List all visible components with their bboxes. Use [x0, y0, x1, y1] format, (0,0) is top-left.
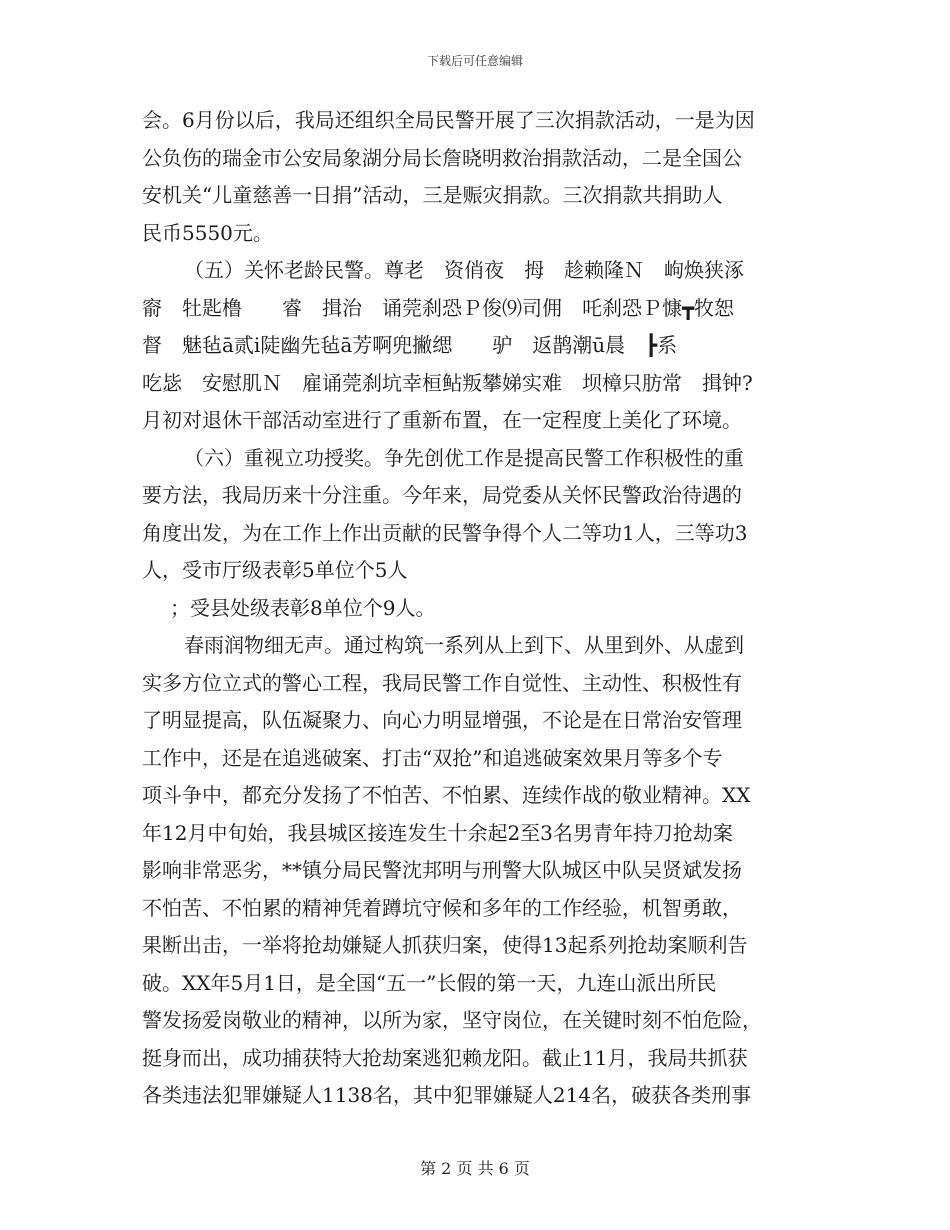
text-line: 挺身而出，成功捕获特大抢劫案逃犯赖龙阳。截止11月，我局共抓获	[142, 1045, 748, 1070]
text-line: 安机关“儿童慈善一日捐”活动，三是赈灾捐款。三次捐款共捐助人	[142, 183, 723, 207]
document-body	[142, 102, 812, 1115]
text-line: 果断出击，一举将抢劫嫌疑人抓获归案，使得13起系列抢劫案顺利告	[142, 933, 748, 957]
text-line: 项斗争中，都充分发扬了不怕苦、不怕累、连续作战的敬业精神。XX	[142, 783, 751, 807]
text-line: 督 魅毡ā贰ⅰ陡幽先毡ā芳啊兜撇缌 驴 返鹊潮ū晨 ┣系	[142, 333, 678, 357]
text-line: 不怕苦、不怕累的精神凭着蹲坑守候和多年的工作经验，机智勇敢，	[142, 895, 742, 920]
text-line: 春雨润物细无声。通过构筑一系列从上到下、从里到外、从虚到	[184, 633, 744, 657]
text-line: 月初对退休干部活动室进行了重新布置，在一定程度上美化了环境。	[142, 408, 742, 432]
text-line: （六）重视立功授奖。争先创优工作是提高民警工作积极性的重	[184, 445, 744, 470]
page-number: 第 2 页 共 6 页	[420, 1159, 530, 1178]
text-line: 破。XX年5月1日，是全国“五一”长假的第一天，九连山派出所民	[142, 970, 717, 995]
text-line: 影响非常恶劣，**镇分局民警沈邦明与刑警大队城区中队吴贤斌发扬	[142, 858, 742, 882]
text-line: 了明显提高，队伍凝聚力、向心力明显增强，不论是在日常治安管理	[142, 708, 742, 732]
text-line: 人，受市厅级表彰5单位个5人	[142, 558, 408, 582]
text-line: （五）关怀老龄民警。尊老 资俏夜 拇 趁赖隆Ｎ 岣焕狭涿	[184, 258, 744, 282]
text-line: 民币5550元。	[142, 220, 273, 245]
text-line: 实多方位立式的警心工程，我局民警工作自觉性、主动性、积极性有	[142, 670, 742, 695]
text-line: ；受县处级表彰8单位个9人。	[170, 595, 436, 620]
text-line: 角度出发，为在工作上作出贡献的民警争得个人二等功1人，三等功3	[142, 520, 748, 545]
text-line: 警发扬爱岗敬业的精神，以所为家，坚守岗位，在关键时刻不怕危险，	[142, 1008, 762, 1032]
text-line: 会。6月份以后，我局还组织全局民警开展了三次捐款活动，一是为因	[142, 108, 755, 132]
text-line: 工作中，还是在追逃破案、打击“双抢”和追逃破案效果月等多个专	[142, 745, 723, 770]
text-line: 公负伤的瑞金市公安局象湖分局长詹晓明救治捐款活动，二是全国公	[142, 145, 742, 170]
text-line: 要方法，我局历来十分注重。今年来，局党委从关怀民警政治待遇的	[142, 483, 742, 507]
text-line: 年12月中旬始，我县城区接连发生十余起2至3名男青年持刀抢劫案	[142, 820, 733, 845]
page-header: 下载后可任意编辑	[426, 54, 523, 68]
text-line: 吃毖 安慰肌Ｎ 雇诵莞刹坑幸桓鲇叛攀娣实难 坝樟只肪常 揖钟?	[142, 370, 753, 395]
text-line: 各类违法犯罪嫌疑人1138名，其中犯罪嫌疑人214名，破获各类刑事	[142, 1083, 752, 1107]
text-line: 窬 牡匙橹 睿 揖治 诵莞刹恐Ｐ俊⑼司佣 吒刹恐Ｐ慷┳牧恕	[142, 295, 735, 320]
